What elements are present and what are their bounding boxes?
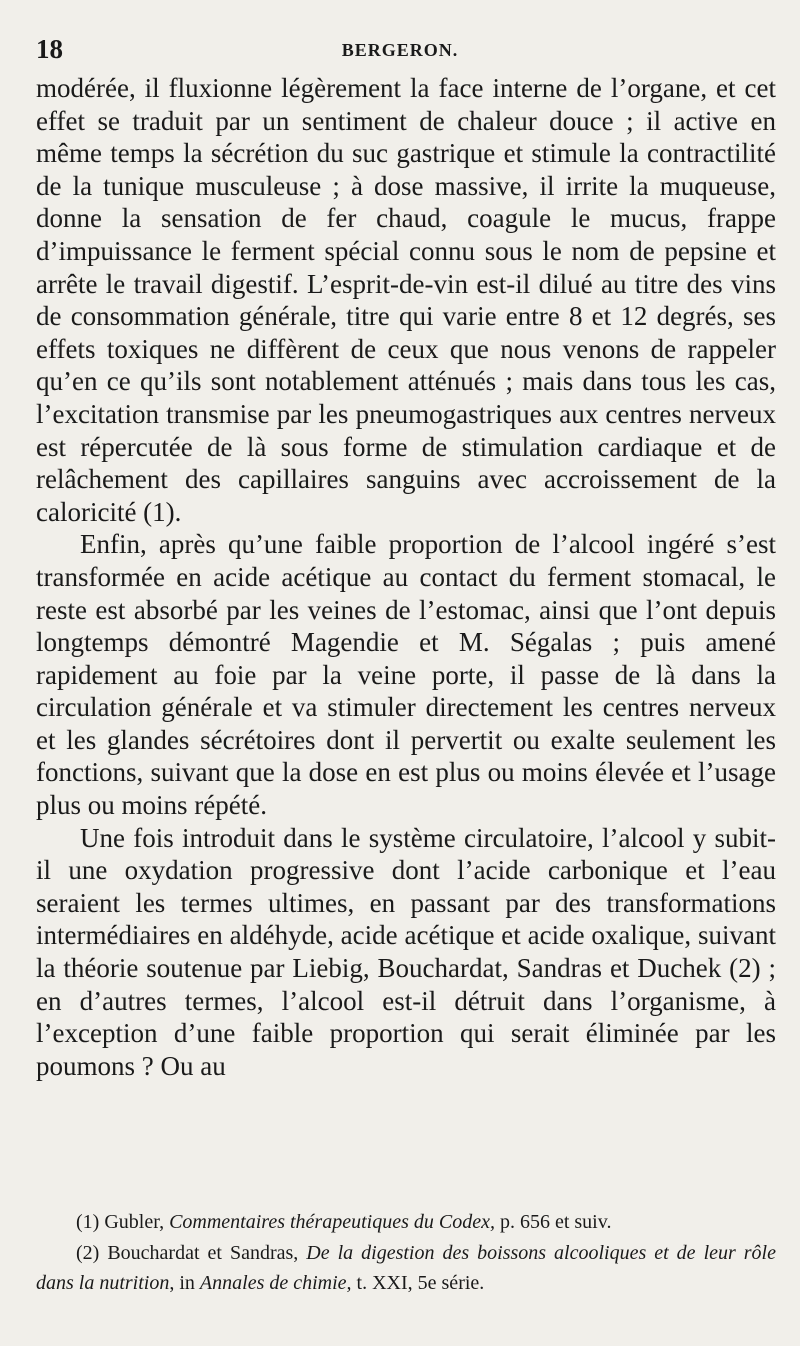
footnote-2-marker: (2) — [76, 1242, 100, 1264]
footnote-1-title: Commentaires thérapeutiques du Codex, — [169, 1211, 495, 1233]
footnote-1-author: Gubler, — [104, 1211, 165, 1233]
footnote-2-author: Bouchardat et Sandras, — [107, 1242, 299, 1264]
body-text — [36, 72, 776, 1082]
page-number: 18 — [36, 34, 63, 64]
footnote-2-rest: t. XXI, 5e série. — [356, 1272, 485, 1294]
footnote-1-marker: (1) — [76, 1211, 100, 1233]
running-head: BERGERON. — [341, 40, 459, 60]
paragraph-oxidation: Une fois introduit dans le système circulatoire, l’alcool y subit-il une oxydation progressive dont l’acide carbonique et l’eau seraient les termes ultimes, en passant par des transformations intermédiaires en aldéhyde, acide acétique et acide oxalique, suivant la théorie soutenue par Liebig, Bouchardat, Sandras et Duchek (2) ; en d’autres termes, l’alcool est-il détruit dans l’organisme, à l’exception d’une faible proportion qui serait éliminée par les poumons ? Ou au — [36, 822, 776, 1081]
paragraph-absorption: Enfin, après qu’une faible proportion de l’alcool ingéré s’est transformée en acide acétique au contact du ferment stomacal, le reste est absorbé par les veines de l’estomac, ainsi que l’ont depuis longtemps démontré Magendie et M. Ségalas ; puis amené rapidement au foie par la veine porte, il passe de là dans la circulation générale et va stimuler directement les centres nerveux et les glandes sécrétoires dont il pervertit ou exalte seulement les fonctions, suivant que la dose en est plus ou moins élevée et l’usage plus ou moins répété. — [36, 529, 776, 821]
page-header — [36, 34, 764, 66]
footnote-2-journal: Annales de chimie, — [199, 1272, 352, 1294]
footnote-2 — [36, 1238, 776, 1298]
footnote-2-title: De la digestion des boissons alcooliques et de leur rôle dans la nutrition — [36, 1242, 776, 1294]
footnote-1-rest: p. 656 et suiv. — [499, 1211, 612, 1233]
footnotes — [36, 1207, 776, 1299]
paragraph-continued: modérée, il fluxionne légèrement la face interne de l’organe, et cet effet se traduit par un sentiment de chaleur douce ; il active en même temps la sécrétion du suc gastrique et stimule la contractilité de la tunique musculeuse ; à dose massive, il irrite la muqueuse, donne la sensation de fer chaud, coagule le mucus, frappe d’impuissance le ferment spécial connu sous le nom de pepsine et arrête le travail digestif. L’esprit-de-vin est-il dilué au titre des vins de consommation générale, titre qui varie entre 8 et 12 degrés, ses effets toxiques ne diffèrent de ceux que nous venons de rappeler qu’en ce qu’ils sont notablement atténués ; mais dans tous les cas, l’excitation transmise par les pneumogastriques aux centres nerveux est répercutée de là sous forme de stimulation cardiaque et de relâchement des capillaires sanguins avec accroissement de la caloricité (1). — [36, 73, 776, 527]
footnote-2-mid: , in — [169, 1272, 195, 1294]
footnote-1 — [36, 1207, 776, 1237]
